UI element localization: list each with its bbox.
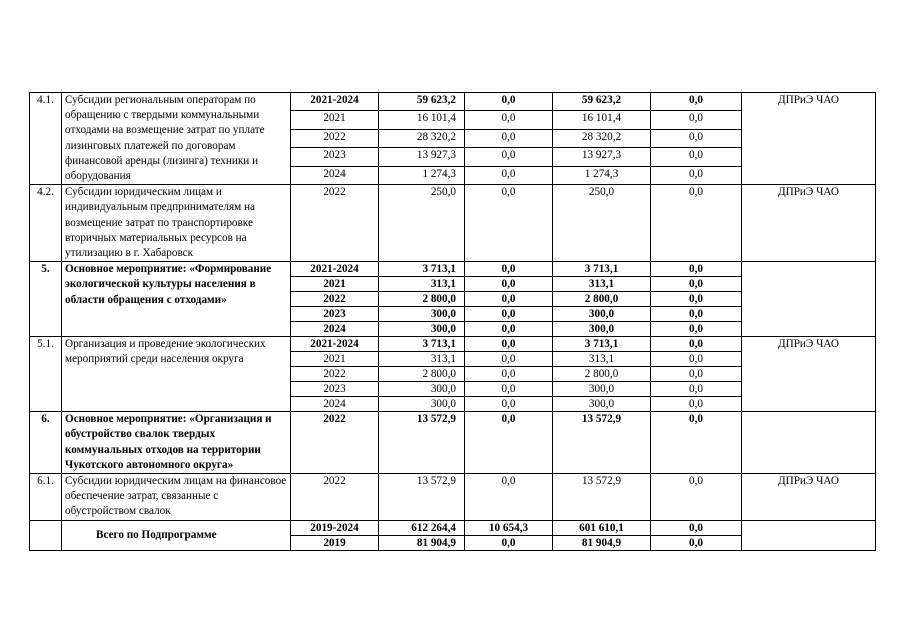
total-cell: 1 274,3 (379, 166, 465, 184)
federal-cell: 0,0 (465, 412, 553, 474)
executor-cell (742, 262, 876, 337)
total-cell: 2 800,0 (379, 292, 465, 307)
total-cell: 13 572,9 (379, 474, 465, 521)
row-name: Основное мероприятие: «Организация и обустройство свалок твердых коммунальных отходов на территории Чукотского автономного округа» (62, 412, 291, 474)
federal-cell: 0,0 (465, 148, 553, 166)
regional-cell: 1 274,3 (553, 166, 651, 184)
other-cell: 0,0 (651, 148, 742, 166)
year-cell: 2021 (291, 277, 379, 292)
regional-cell: 313,1 (553, 277, 651, 292)
executor-cell: ДПРиЭ ЧАО (742, 93, 876, 185)
year-cell: 2024 (291, 166, 379, 184)
other-cell: 0,0 (651, 292, 742, 307)
regional-cell: 300,0 (553, 307, 651, 322)
year-cell: 2022 (291, 292, 379, 307)
executor-cell: ДПРиЭ ЧАО (742, 185, 876, 262)
other-cell: 0,0 (651, 93, 742, 111)
federal-cell: 0,0 (465, 397, 553, 412)
row-code: 6.1. (30, 474, 62, 521)
year-cell: 2021-2024 (291, 262, 379, 277)
regional-cell: 59 623,2 (553, 93, 651, 111)
year-cell: 2021-2024 (291, 337, 379, 352)
regional-cell: 300,0 (553, 322, 651, 337)
year-cell: 2022 (291, 474, 379, 521)
federal-cell: 0,0 (465, 352, 553, 367)
regional-cell: 81 904,9 (553, 535, 651, 550)
regional-cell: 16 101,4 (553, 111, 651, 129)
other-cell: 0,0 (651, 367, 742, 382)
other-cell: 0,0 (651, 352, 742, 367)
table-row (30, 262, 876, 277)
total-cell: 300,0 (379, 322, 465, 337)
regional-cell: 13 927,3 (553, 148, 651, 166)
federal-cell: 0,0 (465, 474, 553, 521)
regional-cell: 601 610,1 (553, 520, 651, 535)
total-cell: 16 101,4 (379, 111, 465, 129)
regional-cell: 300,0 (553, 397, 651, 412)
other-cell: 0,0 (651, 337, 742, 352)
other-cell: 0,0 (651, 397, 742, 412)
year-cell: 2021 (291, 352, 379, 367)
federal-cell: 10 654,3 (465, 520, 553, 535)
total-cell: 300,0 (379, 307, 465, 322)
year-cell: 2022 (291, 129, 379, 147)
federal-cell: 0,0 (465, 166, 553, 184)
year-cell: 2021 (291, 111, 379, 129)
other-cell: 0,0 (651, 185, 742, 262)
regional-cell: 313,1 (553, 352, 651, 367)
table-row (30, 93, 876, 111)
table-row (30, 337, 876, 352)
table-row (30, 474, 876, 521)
row-code: 6. (30, 412, 62, 474)
row-name: Основное мероприятие: «Формирование экологической культуры населения в области обращения с отходами» (62, 262, 291, 337)
row-name: Субсидии юридическим лицам и индивидуальным предпринимателям на возмещение затрат по транспортировке вторичных материальных ресурсов на утилизацию в г. Хабаровск (62, 185, 291, 262)
federal-cell: 0,0 (465, 322, 553, 337)
year-cell: 2019-2024 (291, 520, 379, 535)
year-cell: 2023 (291, 382, 379, 397)
regional-cell: 250,0 (553, 185, 651, 262)
total-cell: 612 264,4 (379, 520, 465, 535)
other-cell: 0,0 (651, 129, 742, 147)
year-cell: 2023 (291, 307, 379, 322)
total-cell: 3 713,1 (379, 337, 465, 352)
total-row (30, 520, 876, 535)
total-cell: 28 320,2 (379, 129, 465, 147)
table-row (30, 185, 876, 262)
total-code (30, 520, 62, 550)
table-row (30, 412, 876, 474)
year-cell: 2024 (291, 397, 379, 412)
total-cell: 3 713,1 (379, 262, 465, 277)
regional-cell: 3 713,1 (553, 262, 651, 277)
total-cell: 59 623,2 (379, 93, 465, 111)
total-cell: 250,0 (379, 185, 465, 262)
year-cell: 2023 (291, 148, 379, 166)
federal-cell: 0,0 (465, 262, 553, 277)
row-name: Субсидии региональным операторам по обращению с твердыми коммунальными отходами на возмещение затрат по уплате лизинговых платежей по договорам финансовой аренды (лизинга) техники и оборудования (62, 93, 291, 185)
other-cell: 0,0 (651, 535, 742, 550)
federal-cell: 0,0 (465, 292, 553, 307)
other-cell: 0,0 (651, 166, 742, 184)
row-code: 5. (30, 262, 62, 337)
regional-cell: 13 572,9 (553, 412, 651, 474)
other-cell: 0,0 (651, 412, 742, 474)
total-label: Всего по Подпрограмме (62, 520, 291, 550)
federal-cell: 0,0 (465, 93, 553, 111)
federal-cell: 0,0 (465, 111, 553, 129)
other-cell: 0,0 (651, 520, 742, 535)
regional-cell: 28 320,2 (553, 129, 651, 147)
year-cell: 2024 (291, 322, 379, 337)
federal-cell: 0,0 (465, 535, 553, 550)
other-cell: 0,0 (651, 277, 742, 292)
total-cell: 300,0 (379, 397, 465, 412)
executor-cell: ДПРиЭ ЧАО (742, 337, 876, 412)
regional-cell: 13 572,9 (553, 474, 651, 521)
year-cell: 2022 (291, 367, 379, 382)
total-cell: 81 904,9 (379, 535, 465, 550)
budget-table (29, 92, 876, 551)
federal-cell: 0,0 (465, 382, 553, 397)
regional-cell: 2 800,0 (553, 292, 651, 307)
other-cell: 0,0 (651, 474, 742, 521)
federal-cell: 0,0 (465, 307, 553, 322)
executor-cell (742, 520, 876, 550)
year-cell: 2022 (291, 185, 379, 262)
federal-cell: 0,0 (465, 367, 553, 382)
federal-cell: 0,0 (465, 337, 553, 352)
year-cell: 2021-2024 (291, 93, 379, 111)
year-cell: 2019 (291, 535, 379, 550)
other-cell: 0,0 (651, 382, 742, 397)
row-code: 4.1. (30, 93, 62, 185)
row-code: 4.2. (30, 185, 62, 262)
total-cell: 313,1 (379, 277, 465, 292)
year-cell: 2022 (291, 412, 379, 474)
executor-cell: ДПРиЭ ЧАО (742, 474, 876, 521)
other-cell: 0,0 (651, 307, 742, 322)
total-cell: 13 927,3 (379, 148, 465, 166)
row-code: 5.1. (30, 337, 62, 412)
total-cell: 13 572,9 (379, 412, 465, 474)
federal-cell: 0,0 (465, 129, 553, 147)
other-cell: 0,0 (651, 262, 742, 277)
total-cell: 313,1 (379, 352, 465, 367)
total-cell: 2 800,0 (379, 367, 465, 382)
executor-cell (742, 412, 876, 474)
regional-cell: 3 713,1 (553, 337, 651, 352)
row-name: Организация и проведение экологических мероприятий среди населения округа (62, 337, 291, 412)
federal-cell: 0,0 (465, 277, 553, 292)
total-cell: 300,0 (379, 382, 465, 397)
row-name: Субсидии юридическим лицам на финансовое обеспечение затрат, связанные с обустройством свалок (62, 474, 291, 521)
federal-cell: 0,0 (465, 185, 553, 262)
regional-cell: 300,0 (553, 382, 651, 397)
regional-cell: 2 800,0 (553, 367, 651, 382)
table-body (30, 93, 876, 551)
other-cell: 0,0 (651, 111, 742, 129)
other-cell: 0,0 (651, 322, 742, 337)
